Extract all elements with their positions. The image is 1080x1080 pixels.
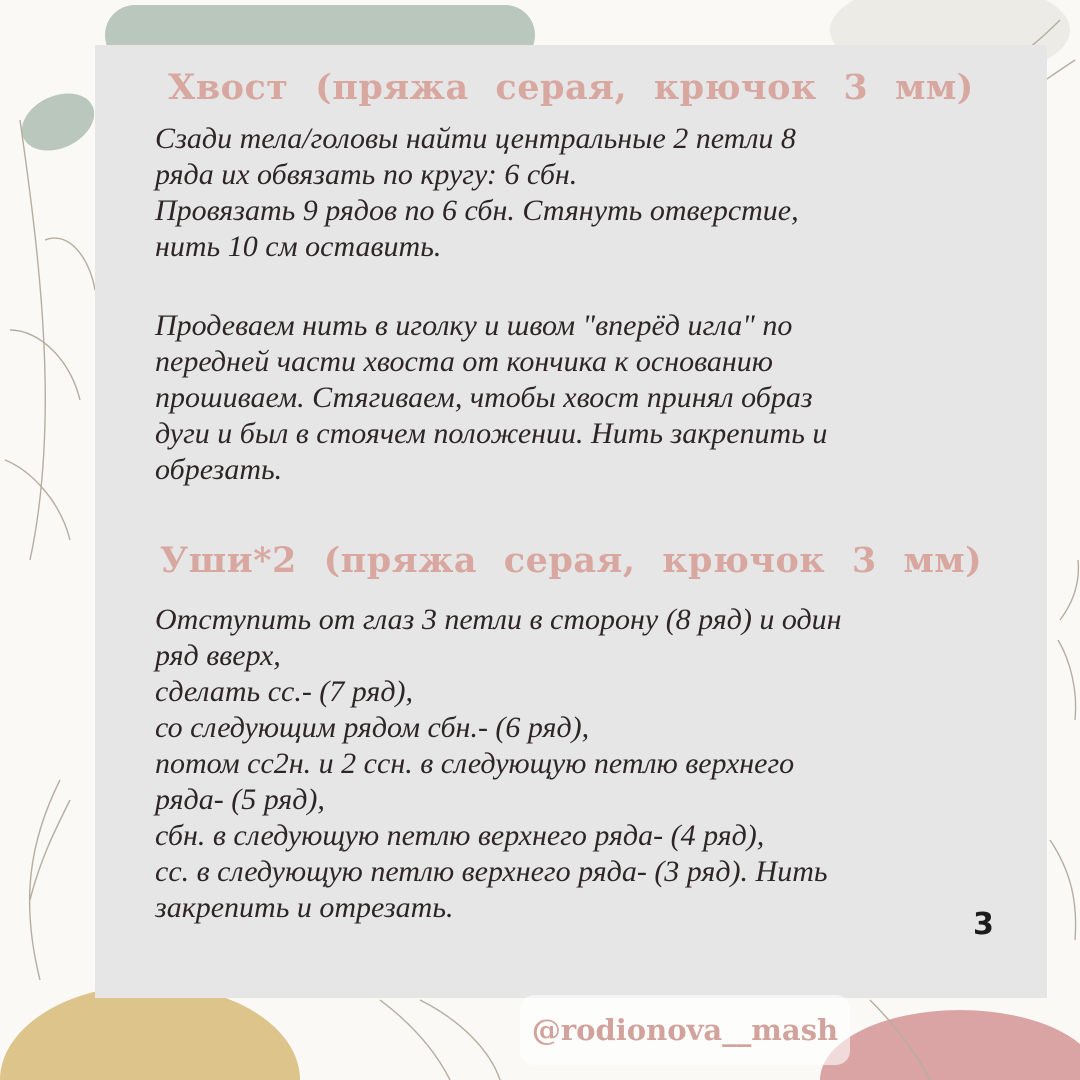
sage-leaf-left (13, 82, 104, 161)
content-card (95, 45, 1047, 998)
page-number: 3 (973, 907, 994, 942)
tail-paragraph-2: Продеваем нить в иголку и швом "вперёд игла" по передней части хвоста от кончика к основанию прошиваем. Стягиваем, чтобы хвост принял образ дуги и был в стоячем положении. Нить закрепить и обрезать. (155, 309, 828, 486)
mustard-blob (0, 985, 300, 1080)
author-handle: @rodionova__mash (520, 995, 850, 1065)
section-title-tail: Хвост (пряжа серая, крючок 3 мм) (168, 67, 974, 108)
ears-paragraph: Отступить от глаз 3 петли в сторону (8 ряд) и один ряд вверх, сделать сс.- (7 ряд), со следующим рядом сбн.- (6 ряд), потом сс2н. и 2 ссн. в следующую петлю верхнего ряда- (5 ряд), сбн. в следующую петлю верхнего ряда- (4 ряд), сс. в следующую петлю верхнего ряда- (3 ряд). Нить закрепить и отрезать. (155, 603, 842, 924)
section-title-ears: Уши*2 (пряжа серая, крючок 3 мм) (159, 540, 983, 581)
tail-paragraph-1: Сзади тела/головы найти центральные 2 петли 8 ряда их обвязать по кругу: 6 сбн. Провязать 9 рядов по 6 сбн. Стянуть отверстие, нить 10 см оставить. (155, 122, 799, 263)
rose-blob (820, 1010, 1080, 1080)
